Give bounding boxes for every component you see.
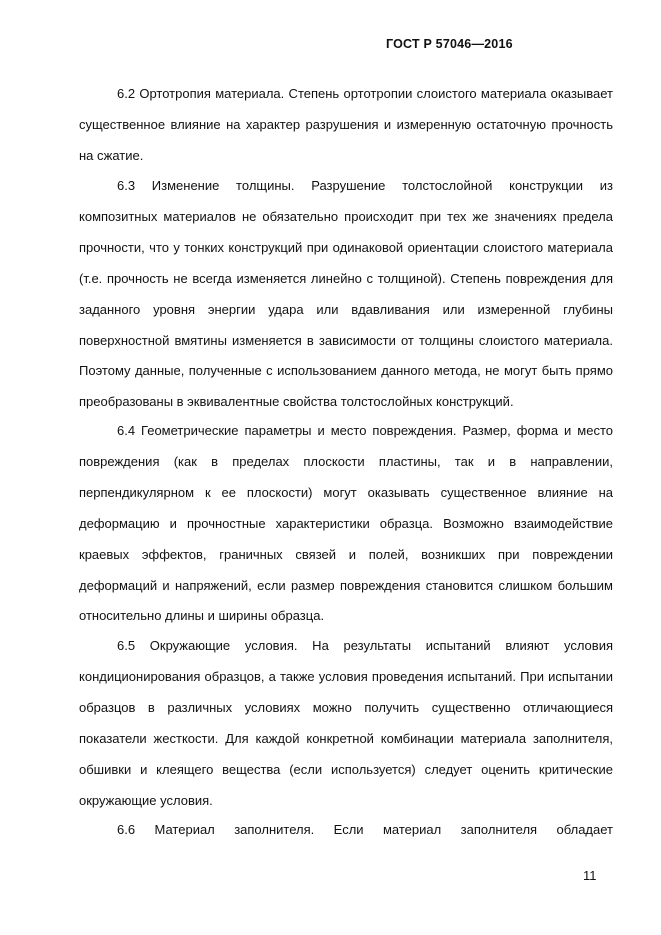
section-6-4 — [79, 416, 613, 632]
paragraph-text: 6.5 Окружающие условия. На результаты испытаний влияют условия кондиционирования образцов, а также условия проведения испытаний. При испытании образцов в различных условиях можно получить существенно отличающиеся показатели жесткости. Для каждой конкретной комбинации материала заполнителя, обшивки и клеящего вещества (если используется) следует оценить критические окружающие условия. — [79, 638, 613, 808]
section-6-5 — [79, 631, 613, 816]
section-6-6 — [79, 815, 613, 846]
paragraph-text: 6.2 Ортотропия материала. Степень ортотропии слоистого материала оказывает существенное влияние на характер разрушения и измеренную остаточную прочность на сжатие. — [79, 86, 613, 163]
paragraph-text: 6.3 Изменение толщины. Разрушение толстослойной конструкции из композитных материалов не обязательно происходит при тех же значениях предела прочности, что у тонких конструкций при одинаковой ориентации слоистого материала (т.е. прочность не всегда изменяется линейно с толщиной). Степень повреждения для заданного уровня энергии удара или вдавливания или измеренной глубины поверхностной вмятины изменяется в зависимости от толщины слоистого материала. Поэтому данные, полученные с использованием данного метода, не могут быть прямо преобразованы в эквивалентные свойства толстослойных конструкций. — [79, 178, 613, 410]
section-6-3 — [79, 171, 613, 418]
page-number: 11 — [583, 868, 597, 883]
paragraph-text: 6.6 Материал заполнителя. Если материал заполнителя обладает — [117, 822, 613, 837]
paragraph-text: 6.4 Геометрические параметры и место повреждения. Размер, форма и место повреждения (как в пределах плоскости пластины, так и в направлении, перпендикулярном к ее плоскости) могут оказывать существенное влияние на деформацию и прочностные характеристики образца. Возможно взаимодействие краевых эффектов, граничных связей и полей, возникших при повреждении деформаций и напряжений, если размер повреждения становится слишком большим относительно длины и ширины образца. — [79, 423, 613, 624]
section-6-2 — [79, 79, 613, 172]
standard-header: ГОСТ Р 57046—2016 — [386, 37, 513, 51]
